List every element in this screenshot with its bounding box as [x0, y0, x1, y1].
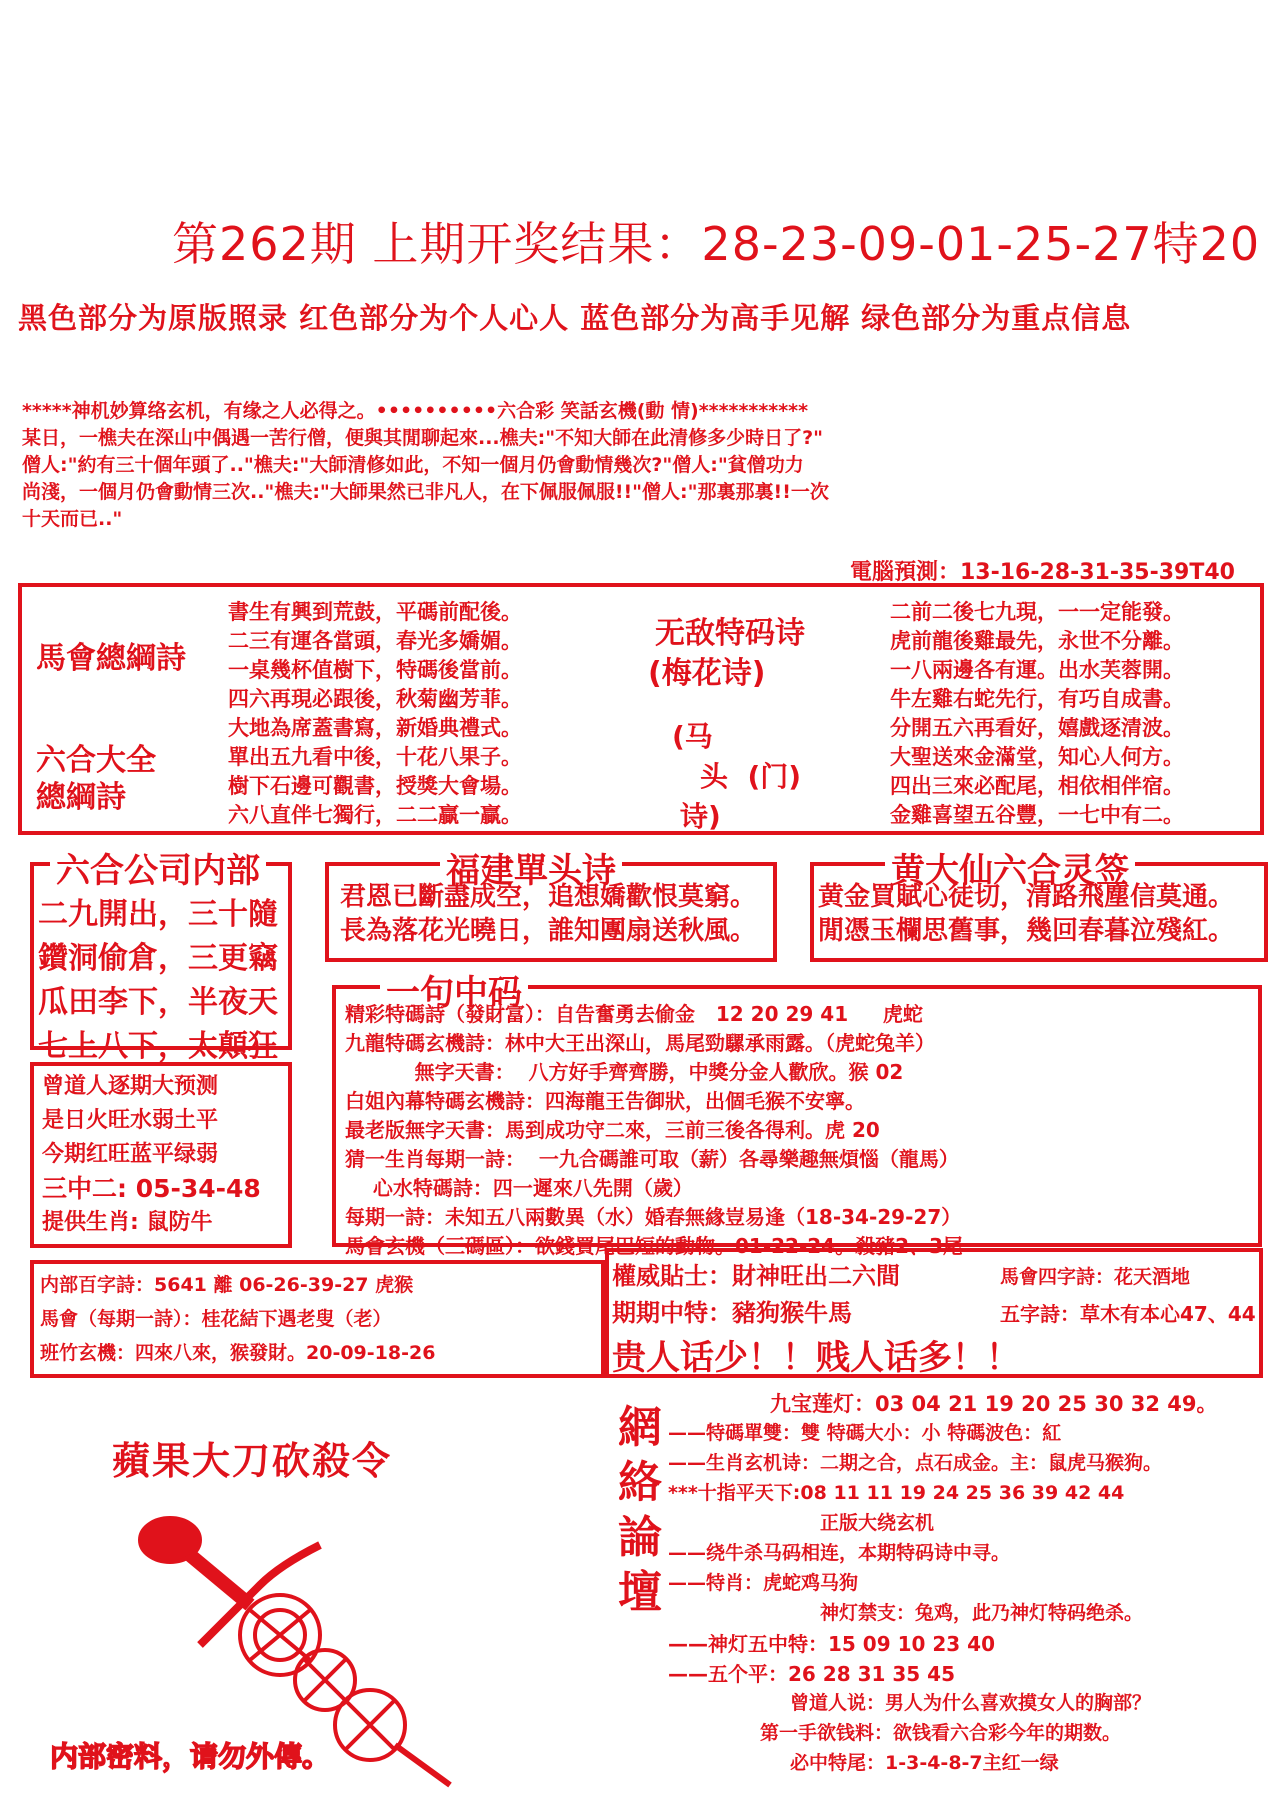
- forum-line: ***十指平天下:08 11 11 19 24 25 36 39 42 44: [668, 1482, 1125, 1504]
- poem-center-note: 头 (门): [700, 760, 802, 793]
- poem-line: 二前二後七九現，一一定能發。: [890, 600, 1184, 624]
- forum-line: 必中特尾：1-3-4-8-7主红一绿: [790, 1752, 1059, 1774]
- poem-line: 大聖送來金滿堂，知心人何方。: [890, 745, 1184, 769]
- joke-line: *****神机妙算络玄机，有缘之人必得之。••••••••••六合彩 笑話玄機(動 情)***********: [22, 400, 809, 422]
- fujian-title: 福建單头诗: [440, 843, 622, 892]
- page-title: 第262期 上期开奖结果：28-23-09-01-25-27特20: [172, 217, 1261, 271]
- yiju-line: 最老版無字天書：馬到成功守二來，三前三後各得利。虎 20: [345, 1118, 880, 1142]
- joke-block: [22, 398, 1272, 533]
- poem-line: 虎前龍後雞最先，永世不分離。: [890, 629, 1184, 653]
- forum-line: ——绕牛杀马码相连，本期特码诗中寻。: [668, 1542, 1011, 1564]
- company-lines: [38, 893, 278, 1069]
- forum-line: 曾道人说：男人为什么喜欢摸女人的胸部？: [790, 1692, 1152, 1714]
- apple-title: 蘋果大刀砍殺令: [112, 1439, 393, 1483]
- yiju-line: 九龍特碼玄機詩：林中大王出深山，馬尾勁騾承雨露。（虎蛇兔羊）: [345, 1031, 935, 1055]
- poem-line: 樹下石邊可觀書，授獎大會場。: [228, 774, 522, 798]
- poem-left-label: 總綱詩: [36, 780, 126, 815]
- zengdao-line: 是日火旺水弱土平: [42, 1108, 219, 1133]
- poem-line: 大地為席蓋書寫，新婚典禮式。: [228, 716, 522, 740]
- joke-line: 某日，一樵夫在深山中偶遇一苦行僧，便與其閒聊起來...樵夫:"不知大師在此清修多少時日了?": [22, 427, 824, 449]
- poem-left-label: 六合大全: [36, 743, 156, 778]
- joke-line: 十天而已..": [22, 508, 123, 530]
- neibu-line: 馬會（每期一詩）：桂花結下遇老叟（老）: [40, 1308, 392, 1330]
- poem-center-subtitle: (梅花诗): [648, 656, 766, 691]
- forum-line: ——特肖：虎蛇鸡马狗: [668, 1572, 859, 1594]
- poem-line: 書生有興到荒鼓，平碼前配後。: [228, 600, 522, 624]
- forum-line: 九宝莲灯：03 04 21 19 20 25 30 32 49。: [770, 1392, 1218, 1416]
- poem-center-note: 诗): [680, 800, 721, 833]
- forum-line: ——神灯五中特：15 09 10 23 40: [668, 1632, 996, 1656]
- poem-line: 金雞喜望五谷豐，一七中有二。: [890, 803, 1184, 827]
- neibu-line: 内部百字詩：5641 離 06-26-39-27 虎猴: [40, 1274, 414, 1296]
- zengdao-line: 今期红旺蓝平绿弱: [42, 1142, 219, 1167]
- poem-right-lines: [890, 598, 1184, 830]
- yiju-title: 一句中码: [380, 965, 528, 1014]
- fujian-lines: [340, 880, 756, 948]
- yiju-line: 無字天書： 八方好手齊齊勝，中獎分金人歡欣。猴 02: [345, 1060, 904, 1084]
- forum-vertical-title: [612, 1400, 668, 1620]
- huang-lines: [818, 880, 1234, 948]
- forum-char: 網: [618, 1402, 662, 1453]
- company-line: 瓜田李下，半夜天: [38, 985, 278, 1020]
- forum-line: 第一手欲钱料：欲钱看六合彩今年的期数。: [760, 1722, 1122, 1744]
- forum-line: 神灯禁支：兔鸡，此乃神灯特码绝杀。: [820, 1602, 1144, 1624]
- poem-line: 一八兩邊各有運。出水芙蓉開。: [890, 658, 1184, 682]
- poem-line: 牛左雞右蛇先行，有巧自成書。: [890, 687, 1184, 711]
- huang-title: 黄大仙六合灵签: [885, 843, 1135, 892]
- poem-left-label: 馬會總綱詩: [36, 641, 186, 676]
- poem-line: 二三有運各當頭，春光多嬌媚。: [228, 629, 522, 653]
- poem-line: 分開五六再看好，嬉戲逐清波。: [890, 716, 1184, 740]
- neibu-line: 班竹玄機：四來八來，猴發財。20-09-18-26: [40, 1342, 436, 1364]
- forum-line: ——特碼單雙：雙 特碼大小：小 特碼波色：紅: [668, 1422, 1062, 1444]
- huang-line: 黄金買賦心徒切，清路飛塵信莫通。: [818, 882, 1235, 912]
- forum-line: ——生肖玄机诗：二期之合，点石成金。主：鼠虎马猴狗。: [668, 1452, 1163, 1474]
- yiju-line: 白姐內幕特碼玄機詩：四海龍王告御狀，出個毛猴不安寧。: [345, 1089, 865, 1113]
- poem-line: 四出三來必配尾，相依相伴宿。: [890, 774, 1184, 798]
- poem-center-title: 无敌特码诗: [655, 616, 805, 651]
- yiju-line: 精彩特碼詩（發財富）：自告奮勇去偷金 12 20 29 41 虎蛇: [345, 1002, 923, 1026]
- poem-line: 六八直伴七獨行，二二贏一贏。: [228, 803, 522, 827]
- apple-footer: 内部密料，请勿外傳。: [50, 1740, 331, 1773]
- zengdao-line: 曾道人逐期大预测: [42, 1074, 219, 1099]
- zengdao-line: 三中二: 05-34-48: [42, 1174, 261, 1203]
- yiju-line: 猜一生肖每期一詩： 一九合碼誰可取（薪）各尋樂趣無煩惱（龍馬）: [345, 1147, 959, 1171]
- poem-line: 四六再現必跟後，秋菊幽芳菲。: [228, 687, 522, 711]
- quanwei-slogan: 贵人话少！！贱人话多！！: [612, 1338, 1020, 1378]
- huang-line: 閒憑玉欄思舊事，幾回春暮泣殘紅。: [818, 916, 1235, 946]
- quanwei-four-word: 馬會四字詩：花天酒地: [1000, 1266, 1191, 1288]
- company-title: 六合公司内部: [50, 843, 266, 892]
- quanwei-five-word: 五字詩：草木有本心47、44: [1000, 1302, 1256, 1326]
- joke-line: 僧人:"約有三十個年頭了.."樵夫:"大師清修如此，不知一個月仍會動情幾次?"僧人:"貧僧功力: [22, 454, 804, 476]
- poem-line: 單出五九看中後，十花八果子。: [228, 745, 522, 769]
- fujian-line: 君恩已斷盡成空，追想嬌歡恨莫窮。: [340, 882, 757, 912]
- yiju-line: 馬會玄機（三碼區）：欲錢買尾巴短的動物。01-22-24。殺豬2、3尾: [345, 1234, 963, 1258]
- yiju-line: 每期一詩：未知五八兩數異（水）婚春無緣豈易逢（18-34-29-27）: [345, 1205, 962, 1229]
- computer-forecast: 電腦預測：13-16-28-31-35-39T40: [850, 560, 1235, 585]
- zengdao-lines: [42, 1070, 261, 1240]
- neibu-lines: [40, 1268, 435, 1370]
- fujian-line: 長為落花光曉日，誰知團扇送秋風。: [340, 916, 757, 946]
- company-line: 二九開出，三十隨: [38, 897, 278, 932]
- quanwei-tip: 權威貼士：財神旺出二六間: [612, 1262, 900, 1290]
- forum-char: 論: [618, 1512, 662, 1563]
- yiju-line: 心水特碼詩：四一遲來八先開（歲）: [345, 1176, 693, 1200]
- yiju-lines: [345, 1000, 963, 1261]
- joke-line: 尚淺，一個月仍會動情三次.."樵夫:"大師果然已非凡人，在下佩服佩服!!"僧人:"那裏那裏!!一次: [22, 481, 829, 503]
- quanwei-special: 期期中特：豬狗猴牛馬: [612, 1299, 852, 1327]
- forum-line: ——五个平：26 28 31 35 45: [668, 1662, 956, 1686]
- forum-line: 正版大绕玄机: [820, 1512, 935, 1534]
- company-line: 鑽洞偷倉，三更竊: [38, 941, 278, 976]
- poem-center-note: (马: [672, 720, 713, 753]
- zengdao-line: 提供生肖: 鼠防牛: [42, 1210, 213, 1235]
- poem-left-lines: [228, 598, 522, 830]
- forum-char: 壇: [618, 1567, 662, 1618]
- company-line: 七上八下，太顛狂: [38, 1029, 278, 1064]
- forum-char: 絡: [618, 1457, 662, 1508]
- color-legend: 黑色部分为原版照录 红色部分为个人心人 蓝色部分为高手见解 绿色部分为重点信息: [18, 301, 1132, 335]
- poem-line: 一桌幾杯值樹下，特碼後當前。: [228, 658, 522, 682]
